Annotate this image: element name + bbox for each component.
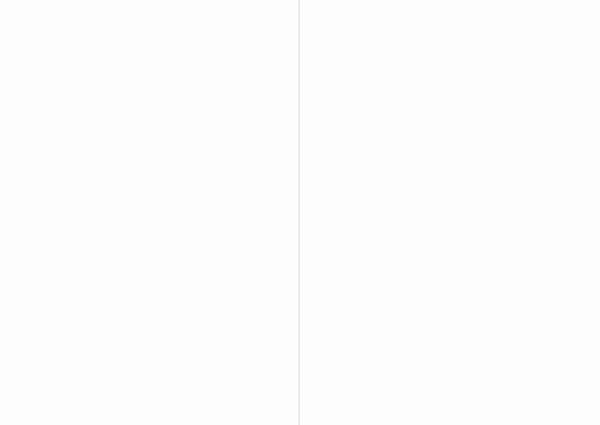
right-page — [300, 0, 600, 425]
right-page-text — [318, 22, 580, 384]
left-page-text — [28, 22, 282, 384]
